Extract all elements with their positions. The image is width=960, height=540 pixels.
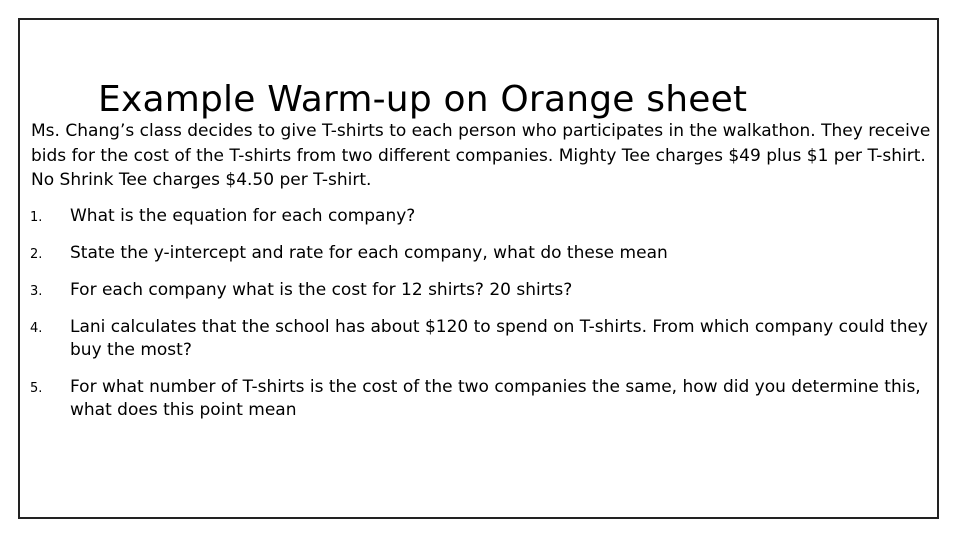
question-number: 5. <box>30 381 43 396</box>
question-text: Lani calculates that the school has about $120 to spend on T-shirts. From which company could they buy the most? <box>70 317 928 360</box>
slide-title: Example Warm-up on Orange sheet <box>98 79 748 120</box>
question-text: What is the equation for each company? <box>70 206 416 226</box>
question-text: For what number of T-shirts is the cost of the two companies the same, how did you determine this, what does this point mean <box>70 377 921 420</box>
question-item <box>30 316 940 362</box>
question-text: For each company what is the cost for 12 shirts? 20 shirts? <box>70 280 573 300</box>
question-number: 2. <box>30 247 43 262</box>
question-list <box>30 205 940 436</box>
question-item <box>30 376 940 422</box>
question-number: 4. <box>30 321 43 336</box>
question-item <box>30 205 940 228</box>
question-number: 1. <box>30 210 43 225</box>
question-item <box>30 279 940 302</box>
question-text: State the y-intercept and rate for each company, what do these mean <box>70 243 668 263</box>
question-number: 3. <box>30 284 43 299</box>
question-item <box>30 242 940 265</box>
intro-paragraph: Ms. Chang’s class decides to give T-shirts to each person who participates in the walkathon. They receive bids for the cost of the T-shirts from two different companies. Mighty Tee charges $49 plus $1 per T-shirt. No Shrink Tee charges $4.50 per T-shirt. <box>31 121 931 190</box>
